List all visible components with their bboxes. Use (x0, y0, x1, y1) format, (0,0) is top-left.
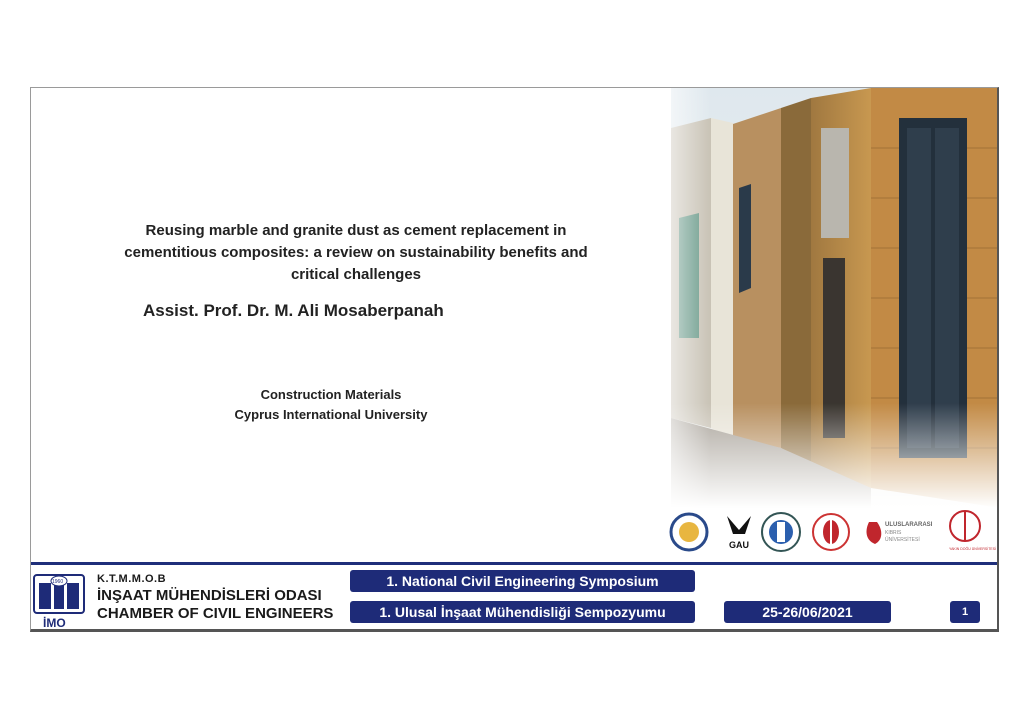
symposium-date: 25-26/06/2021 (724, 601, 891, 623)
logo-gau (727, 516, 751, 550)
imo-logo (33, 573, 85, 629)
symposium-english: 1. National Civil Engineering Symposium (350, 570, 695, 592)
affiliation (161, 385, 501, 425)
affiliation-department: Construction Materials (260, 387, 402, 402)
ciu-line3: ÜNİVERSİTESİ (885, 537, 920, 543)
gau-label: GAU (729, 540, 749, 550)
logo-4 (813, 514, 849, 550)
logo-ciu (867, 522, 933, 544)
footer (31, 562, 998, 632)
logo-3 (762, 513, 800, 551)
slide (30, 87, 999, 632)
neu-label: YAKIN DOĞU ÜNİVERSİTESİ (949, 547, 996, 551)
author-name: Assist. Prof. Dr. M. Ali Mosaberpanah (143, 301, 444, 320)
logo-1 (671, 514, 707, 550)
imo-logo-text: İMO (43, 616, 66, 629)
street-photo (671, 88, 999, 508)
ciu-line1: ULUSLARARASI (885, 522, 933, 528)
org-line1: K.T.M.M.O.B (97, 573, 167, 585)
presentation-title: Reusing marble and granite dust as cement replacement in cementitious composites: a review on sustainability benefits and critical challenges (124, 222, 588, 283)
page-number: 1 (950, 601, 980, 623)
org-line3: CHAMBER OF CIVIL ENGINEERS (97, 605, 334, 622)
logo-neu (949, 511, 996, 551)
symposium-turkish: 1. Ulusal İnşaat Mühendisliği Sempozyumu (350, 601, 695, 623)
ciu-line2: KIBRIS (885, 530, 902, 536)
org-line2: İNŞAAT MÜHENDİSLERİ ODASI (97, 587, 322, 604)
imo-logo-year: 1960 (52, 579, 64, 585)
organization-name (97, 573, 333, 622)
affiliation-university: Cyprus International University (234, 407, 428, 422)
university-logos (669, 508, 999, 556)
